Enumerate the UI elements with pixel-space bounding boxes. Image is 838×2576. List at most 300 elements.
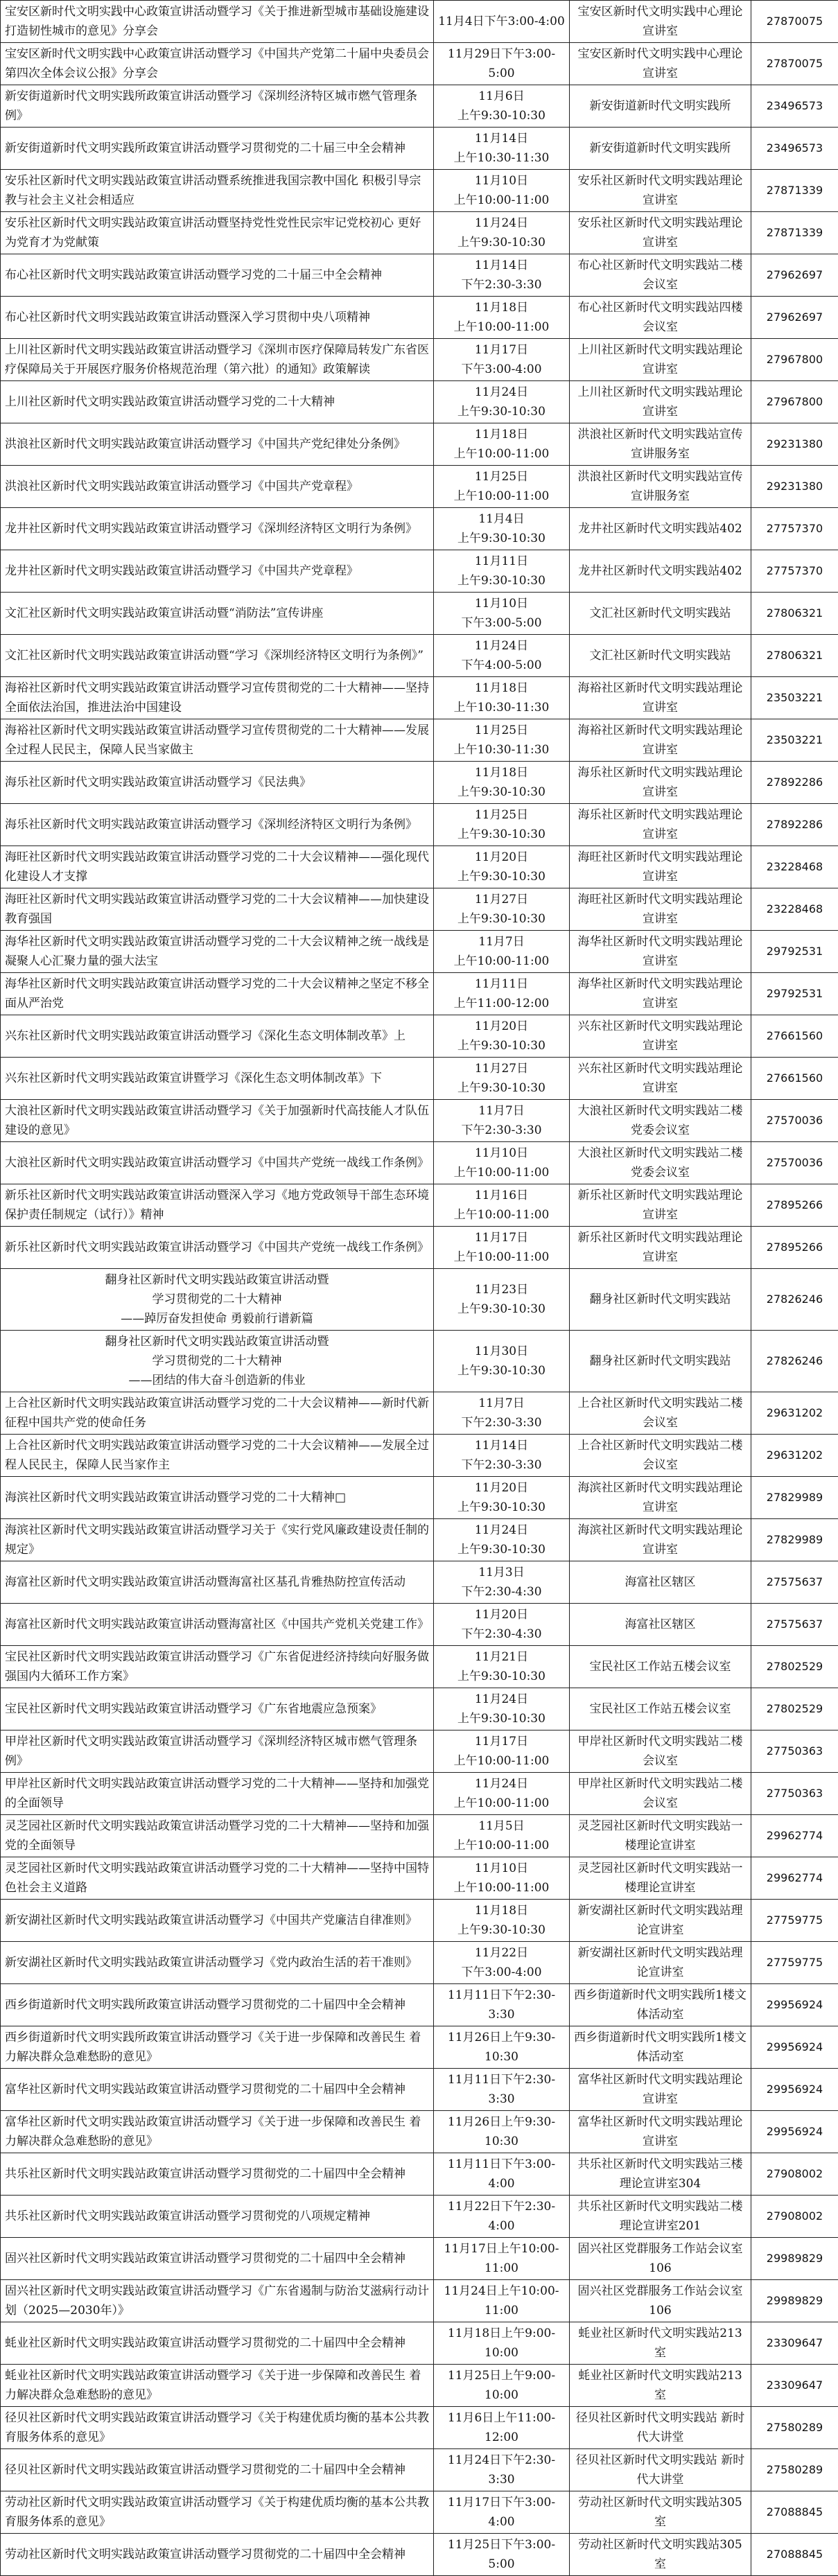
location-cell: 宝民社区工作站五楼会议室 bbox=[570, 1646, 751, 1688]
location-cell: 安乐社区新时代文明实践站理论宣讲室 bbox=[570, 170, 751, 212]
location-cell: 共乐社区新时代文明实践站二楼理论宣讲室201 bbox=[570, 2196, 751, 2238]
table-row bbox=[1, 1561, 838, 1604]
phone-cell: 23228468 bbox=[751, 888, 838, 931]
location-cell: 海裕社区新时代文明实践站理论宣讲室 bbox=[570, 719, 751, 762]
activity-cell: 西乡街道新时代文明实践所政策宣讲活动暨学习贯彻党的二十届四中全会精神 bbox=[1, 1984, 434, 2026]
time-cell: 11月17日 下午3:00-4:00 bbox=[434, 339, 570, 381]
activity-cell: 文汇社区新时代文明实践站政策宣讲活动暨“学习《深圳经济特区文明行为条例》” bbox=[1, 635, 434, 677]
phone-cell: 27575637 bbox=[751, 1561, 838, 1604]
time-cell: 11月24日 上午9:30-10:30 bbox=[434, 1688, 570, 1731]
phone-cell: 27870075 bbox=[751, 43, 838, 85]
activity-cell: 海华社区新时代文明实践站政策宣讲活动暨学习党的二十大会议精神之坚定不移全面从严治党 bbox=[1, 973, 434, 1015]
time-cell: 11月5日 上午10:00-11:00 bbox=[434, 1815, 570, 1857]
location-cell: 富华社区新时代文明实践站理论宣讲室 bbox=[570, 2111, 751, 2153]
time-cell: 11月27日 上午9:30-10:30 bbox=[434, 888, 570, 931]
phone-cell: 27580289 bbox=[751, 2449, 838, 2491]
location-cell: 海滨社区新时代文明实践站理论宣讲室 bbox=[570, 1477, 751, 1519]
location-cell: 海旺社区新时代文明实践站理论宣讲室 bbox=[570, 846, 751, 888]
location-cell: 蚝业社区新时代文明实践站213室 bbox=[570, 2365, 751, 2407]
activity-cell: 龙井社区新时代文明实践站政策宣讲活动暨学习《深圳经济特区文明行为条例》 bbox=[1, 508, 434, 550]
phone-cell: 23496573 bbox=[751, 85, 838, 128]
location-cell: 龙井社区新时代文明实践站402 bbox=[570, 508, 751, 550]
table-row bbox=[1, 1646, 838, 1688]
table-row bbox=[1, 719, 838, 762]
phone-cell: 27829989 bbox=[751, 1519, 838, 1561]
location-cell: 上川社区新时代文明实践站理论宣讲室 bbox=[570, 381, 751, 423]
phone-cell: 27575637 bbox=[751, 1604, 838, 1646]
phone-cell: 27661560 bbox=[751, 1058, 838, 1100]
table-row bbox=[1, 1015, 838, 1058]
time-cell: 11月21日 上午9:30-10:30 bbox=[434, 1646, 570, 1688]
activity-cell: 海富社区新时代文明实践站政策宣讲活动暨海富社区基孔肯雅热防控宣传活动 bbox=[1, 1561, 434, 1604]
activity-cell: 固兴社区新时代文明实践站政策宣讲活动暨学习《广东省遏制与防治艾滋病行动计划（2025—2030年）》 bbox=[1, 2280, 434, 2322]
table-row bbox=[1, 1100, 838, 1142]
phone-cell: 29231380 bbox=[751, 466, 838, 508]
phone-cell: 27570036 bbox=[751, 1142, 838, 1184]
activity-cell: 海旺社区新时代文明实践站政策宣讲活动暨学习党的二十大会议精神——加快建设教育强国 bbox=[1, 888, 434, 931]
time-cell: 11月14日 下午2:30-3:30 bbox=[434, 254, 570, 297]
table-row bbox=[1, 466, 838, 508]
time-cell: 11月23日 上午9:30-10:30 bbox=[434, 1269, 570, 1331]
time-cell: 11月18日 上午10:00-11:00 bbox=[434, 297, 570, 339]
table-row bbox=[1, 297, 838, 339]
activity-cell: 翻身社区新时代文明实践站政策宣讲活动暨 学习贯彻党的二十大精神 ——团结的伟大奋斗创造新的伟业 bbox=[1, 1331, 434, 1392]
time-cell: 11月29日下午3:00-5:00 bbox=[434, 43, 570, 85]
table-row bbox=[1, 1, 838, 43]
table-row bbox=[1, 1142, 838, 1184]
time-cell: 11月25日 上午9:30-10:30 bbox=[434, 804, 570, 846]
location-cell: 大浪社区新时代文明实践站二楼党委会议室 bbox=[570, 1100, 751, 1142]
time-cell: 11月18日 上午10:30-11:30 bbox=[434, 677, 570, 719]
time-cell: 11月7日 上午10:00-11:00 bbox=[434, 931, 570, 973]
time-cell: 11月20日 下午2:30-4:30 bbox=[434, 1604, 570, 1646]
time-cell: 11月24日下午2:30-3:30 bbox=[434, 2449, 570, 2491]
table-body bbox=[1, 1, 838, 2576]
table-row bbox=[1, 550, 838, 593]
location-cell: 海华社区新时代文明实践站理论宣讲室 bbox=[570, 973, 751, 1015]
location-cell: 新安街道新时代文明实践所 bbox=[570, 85, 751, 128]
time-cell: 11月11日下午2:30-3:30 bbox=[434, 2069, 570, 2111]
table-row bbox=[1, 1058, 838, 1100]
activity-cell: 宝民社区新时代文明实践站政策宣讲活动暨学习《广东省地震应急预案》 bbox=[1, 1688, 434, 1731]
table-row bbox=[1, 2196, 838, 2238]
location-cell: 新乐社区新时代文明实践站理论宣讲室 bbox=[570, 1184, 751, 1227]
activity-cell: 海裕社区新时代文明实践站政策宣讲活动暨学习宣传贯彻党的二十大精神——坚持全面依法治国，推进法治中国建设 bbox=[1, 677, 434, 719]
table-row bbox=[1, 1857, 838, 1900]
phone-cell: 23309647 bbox=[751, 2365, 838, 2407]
activity-cell: 上川社区新时代文明实践站政策宣讲活动暨学习党的二十大精神 bbox=[1, 381, 434, 423]
time-cell: 11月18日 上午9:30-10:30 bbox=[434, 1900, 570, 1942]
table-row bbox=[1, 2449, 838, 2491]
activity-cell: 灵芝园社区新时代文明实践站政策宣讲活动暨学习党的二十大精神——坚持中国特色社会主义道路 bbox=[1, 1857, 434, 1900]
time-cell: 11月4日下午3:00-4:00 bbox=[434, 1, 570, 43]
table-row bbox=[1, 2534, 838, 2576]
activity-cell: 上合社区新时代文明实践站政策宣讲活动暨学习党的二十大会议精神——新时代新征程中国共产党的使命任务 bbox=[1, 1392, 434, 1435]
location-cell: 富华社区新时代文明实践站理论宣讲室 bbox=[570, 2069, 751, 2111]
phone-cell: 27895266 bbox=[751, 1227, 838, 1269]
phone-cell: 27829989 bbox=[751, 1477, 838, 1519]
location-cell: 翻身社区新时代文明实践站 bbox=[570, 1331, 751, 1392]
phone-cell: 23503221 bbox=[751, 719, 838, 762]
location-cell: 龙井社区新时代文明实践站402 bbox=[570, 550, 751, 593]
time-cell: 11月22日 下午3:00-4:00 bbox=[434, 1942, 570, 1984]
time-cell: 11月17日下午3:00-4:00 bbox=[434, 2491, 570, 2534]
location-cell: 蚝业社区新时代文明实践站213室 bbox=[570, 2322, 751, 2365]
time-cell: 11月25日 上午10:00-11:00 bbox=[434, 466, 570, 508]
time-cell: 11月20日 上午9:30-10:30 bbox=[434, 1477, 570, 1519]
activity-cell: 海旺社区新时代文明实践站政策宣讲活动暨学习党的二十大会议精神——强化现代化建设人才支撑 bbox=[1, 846, 434, 888]
table-row bbox=[1, 2153, 838, 2196]
location-cell: 固兴社区党群服务工作站会议室106 bbox=[570, 2280, 751, 2322]
time-cell: 11月17日 上午10:00-11:00 bbox=[434, 1227, 570, 1269]
location-cell: 共乐社区新时代文明实践站三楼理论宣讲室304 bbox=[570, 2153, 751, 2196]
table-row bbox=[1, 381, 838, 423]
phone-cell: 27750363 bbox=[751, 1731, 838, 1773]
activity-cell: 海乐社区新时代文明实践站政策宣讲活动暨学习《民法典》 bbox=[1, 762, 434, 804]
location-cell: 海富社区辖区 bbox=[570, 1604, 751, 1646]
phone-cell: 27757370 bbox=[751, 550, 838, 593]
phone-cell: 27802529 bbox=[751, 1646, 838, 1688]
time-cell: 11月11日 上午11:00-12:00 bbox=[434, 973, 570, 1015]
location-cell: 布心社区新时代文明实践站二楼会议室 bbox=[570, 254, 751, 297]
phone-cell: 27892286 bbox=[751, 762, 838, 804]
location-cell: 洪浪社区新时代文明实践站宣传宣讲服务室 bbox=[570, 423, 751, 466]
time-cell: 11月4日 上午9:30-10:30 bbox=[434, 508, 570, 550]
location-cell: 洪浪社区新时代文明实践站宣传宣讲服务室 bbox=[570, 466, 751, 508]
time-cell: 11月30日 上午9:30-10:30 bbox=[434, 1331, 570, 1392]
time-cell: 11月17日上午10:00-11:00 bbox=[434, 2238, 570, 2280]
time-cell: 11月10日 上午10:00-11:00 bbox=[434, 170, 570, 212]
activity-cell: 新安湖社区新时代文明实践站政策宣讲活动暨学习《中国共产党廉洁自律准则》 bbox=[1, 1900, 434, 1942]
phone-cell: 27661560 bbox=[751, 1015, 838, 1058]
activity-cell: 海华社区新时代文明实践站政策宣讲活动暨学习党的二十大会议精神之统一战线是凝聚人心汇聚力量的强大法宝 bbox=[1, 931, 434, 973]
time-cell: 11月10日 上午10:00-11:00 bbox=[434, 1142, 570, 1184]
activity-cell: 海富社区新时代文明实践站政策宣讲活动暨海富社区《中国共产党机关党建工作》 bbox=[1, 1604, 434, 1646]
phone-cell: 27826246 bbox=[751, 1269, 838, 1331]
phone-cell: 27962697 bbox=[751, 254, 838, 297]
time-cell: 11月22日下午2:30-4:00 bbox=[434, 2196, 570, 2238]
phone-cell: 23496573 bbox=[751, 128, 838, 170]
location-cell: 宝安区新时代文明实践中心理论宣讲室 bbox=[570, 1, 751, 43]
activity-cell: 上川社区新时代文明实践站政策宣讲活动暨学习《深圳市医疗保障局转发广东省医疗保障局关于开展医疗服务价格规范治理（第六批）的通知》政策解读 bbox=[1, 339, 434, 381]
activity-cell: 富华社区新时代文明实践站政策宣讲活动暨学习《关于进一步保障和改善民生 着力解决群众急难愁盼的意见》 bbox=[1, 2111, 434, 2153]
time-cell: 11月18日 上午10:00-11:00 bbox=[434, 423, 570, 466]
time-cell: 11月26日上午9:30-10:30 bbox=[434, 2111, 570, 2153]
table-row bbox=[1, 846, 838, 888]
location-cell: 西乡街道新时代文明实践所1楼文体活动室 bbox=[570, 1984, 751, 2026]
phone-cell: 23309647 bbox=[751, 2322, 838, 2365]
phone-cell: 27892286 bbox=[751, 804, 838, 846]
activity-cell: 安乐社区新时代文明实践站政策宣讲活动暨坚持党性党性民宗牢记党校初心 更好为党育才为党献策 bbox=[1, 212, 434, 254]
location-cell: 宝安区新时代文明实践中心理论宣讲室 bbox=[570, 43, 751, 85]
time-cell: 11月17日 上午10:00-11:00 bbox=[434, 1731, 570, 1773]
phone-cell: 27871339 bbox=[751, 170, 838, 212]
phone-cell: 27757370 bbox=[751, 508, 838, 550]
location-cell: 劳动社区新时代文明实践站305室 bbox=[570, 2534, 751, 2576]
activity-cell: 径贝社区新时代文明实践站政策宣讲活动暨学习《关于构建优质均衡的基本公共教育服务体系的意见》 bbox=[1, 2407, 434, 2449]
activity-cell: 洪浪社区新时代文明实践站政策宣讲活动暨学习《中国共产党章程》 bbox=[1, 466, 434, 508]
activity-cell: 灵芝园社区新时代文明实践站政策宣讲活动暨学习党的二十大精神——坚持和加强党的全面领导 bbox=[1, 1815, 434, 1857]
activity-cell: 新乐社区新时代文明实践站政策宣讲活动暨学习《中国共产党统一战线工作条例》 bbox=[1, 1227, 434, 1269]
location-cell: 宝民社区工作站五楼会议室 bbox=[570, 1688, 751, 1731]
table-row bbox=[1, 1392, 838, 1435]
table-row bbox=[1, 128, 838, 170]
phone-cell: 23503221 bbox=[751, 677, 838, 719]
location-cell: 海滨社区新时代文明实践站理论宣讲室 bbox=[570, 1519, 751, 1561]
activity-cell: 新乐社区新时代文明实践站政策宣讲活动暨深入学习《地方党政领导干部生态环境保护责任制规定（试行）》精神 bbox=[1, 1184, 434, 1227]
table-row bbox=[1, 85, 838, 128]
activity-cell: 布心社区新时代文明实践站政策宣讲活动暨深入学习贯彻中央八项精神 bbox=[1, 297, 434, 339]
time-cell: 11月7日 下午2:30-3:30 bbox=[434, 1100, 570, 1142]
location-cell: 固兴社区党群服务工作站会议室106 bbox=[570, 2238, 751, 2280]
phone-cell: 27088845 bbox=[751, 2534, 838, 2576]
table-row bbox=[1, 593, 838, 635]
activity-cell: 海滨社区新时代文明实践站政策宣讲活动暨学习党的二十大精神□ bbox=[1, 1477, 434, 1519]
phone-cell: 29989829 bbox=[751, 2280, 838, 2322]
time-cell: 11月25日下午3:00-5:00 bbox=[434, 2534, 570, 2576]
table-row bbox=[1, 2111, 838, 2153]
phone-cell: 27826246 bbox=[751, 1331, 838, 1392]
table-row bbox=[1, 1184, 838, 1227]
activity-cell: 大浪社区新时代文明实践站政策宣讲活动暨学习《中国共产党统一战线工作条例》 bbox=[1, 1142, 434, 1184]
activity-cell: 洪浪社区新时代文明实践站政策宣讲活动暨学习《中国共产党纪律处分条例》 bbox=[1, 423, 434, 466]
location-cell: 海裕社区新时代文明实践站理论宣讲室 bbox=[570, 677, 751, 719]
table-row bbox=[1, 508, 838, 550]
location-cell: 甲岸社区新时代文明实践站二楼会议室 bbox=[570, 1731, 751, 1773]
activity-cell: 劳动社区新时代文明实践站政策宣讲活动暨学习贯彻党的二十届四中全会精神 bbox=[1, 2534, 434, 2576]
time-cell: 11月24日 下午4:00-5:00 bbox=[434, 635, 570, 677]
table-row bbox=[1, 677, 838, 719]
table-row bbox=[1, 635, 838, 677]
location-cell: 上川社区新时代文明实践站理论宣讲室 bbox=[570, 339, 751, 381]
location-cell: 劳动社区新时代文明实践站305室 bbox=[570, 2491, 751, 2534]
activity-cell: 兴东社区新时代文明实践站政策宣讲活动暨学习《深化生态文明体制改革》上 bbox=[1, 1015, 434, 1058]
table-row bbox=[1, 339, 838, 381]
location-cell: 兴东社区新时代文明实践站理论宣讲室 bbox=[570, 1058, 751, 1100]
time-cell: 11月14日 上午10:30-11:30 bbox=[434, 128, 570, 170]
table-row bbox=[1, 2069, 838, 2111]
table-row bbox=[1, 2365, 838, 2407]
phone-cell: 29962774 bbox=[751, 1815, 838, 1857]
table-row bbox=[1, 1731, 838, 1773]
location-cell: 甲岸社区新时代文明实践站二楼会议室 bbox=[570, 1773, 751, 1815]
activity-cell: 龙井社区新时代文明实践站政策宣讲活动暨学习《中国共产党章程》 bbox=[1, 550, 434, 593]
time-cell: 11月25日 上午10:30-11:30 bbox=[434, 719, 570, 762]
table-row bbox=[1, 1435, 838, 1477]
activity-cell: 翻身社区新时代文明实践站政策宣讲活动暨 学习贯彻党的二十大精神 ——踔厉奋发担使命 勇毅前行谱新篇 bbox=[1, 1269, 434, 1331]
location-cell: 海华社区新时代文明实践站理论宣讲室 bbox=[570, 931, 751, 973]
activity-cell: 大浪社区新时代文明实践站政策宣讲活动暨学习《关于加强新时代高技能人才队伍建设的意见》 bbox=[1, 1100, 434, 1142]
table-row bbox=[1, 2280, 838, 2322]
location-cell: 灵芝园社区新时代文明实践站一楼理论宣讲室 bbox=[570, 1857, 751, 1900]
time-cell: 11月11日 上午9:30-10:30 bbox=[434, 550, 570, 593]
time-cell: 11月24日 上午9:30-10:30 bbox=[434, 381, 570, 423]
phone-cell: 27806321 bbox=[751, 635, 838, 677]
time-cell: 11月10日 上午10:00-11:00 bbox=[434, 1857, 570, 1900]
table-row bbox=[1, 2491, 838, 2534]
location-cell: 灵芝园社区新时代文明实践站一楼理论宣讲室 bbox=[570, 1815, 751, 1857]
time-cell: 11月27日 上午9:30-10:30 bbox=[434, 1058, 570, 1100]
activity-cell: 上合社区新时代文明实践站政策宣讲活动暨学习党的二十大会议精神——发展全过程人民民主，保障人民当家作主 bbox=[1, 1435, 434, 1477]
phone-cell: 29631202 bbox=[751, 1392, 838, 1435]
location-cell: 翻身社区新时代文明实践站 bbox=[570, 1269, 751, 1331]
time-cell: 11月11日下午2:30-3:30 bbox=[434, 1984, 570, 2026]
phone-cell: 27750363 bbox=[751, 1773, 838, 1815]
activity-cell: 甲岸社区新时代文明实践站政策宣讲活动暨学习党的二十大精神——坚持和加强党的全面领导 bbox=[1, 1773, 434, 1815]
location-cell: 文汇社区新时代文明实践站 bbox=[570, 593, 751, 635]
phone-cell: 27759775 bbox=[751, 1942, 838, 1984]
location-cell: 文汇社区新时代文明实践站 bbox=[570, 635, 751, 677]
activity-cell: 海滨社区新时代文明实践站政策宣讲活动暨学习关于《实行党风廉政建设责任制的规定》 bbox=[1, 1519, 434, 1561]
phone-cell: 27806321 bbox=[751, 593, 838, 635]
phone-cell: 27895266 bbox=[751, 1184, 838, 1227]
phone-cell: 29792531 bbox=[751, 931, 838, 973]
time-cell: 11月3日 下午2:30-4:30 bbox=[434, 1561, 570, 1604]
phone-cell: 29956924 bbox=[751, 2111, 838, 2153]
table-row bbox=[1, 762, 838, 804]
phone-cell: 27870075 bbox=[751, 1, 838, 43]
phone-cell: 27580289 bbox=[751, 2407, 838, 2449]
phone-cell: 27967800 bbox=[751, 339, 838, 381]
activity-cell: 甲岸社区新时代文明实践站政策宣讲活动暨学习《深圳经济特区城市燃气管理条例》 bbox=[1, 1731, 434, 1773]
activity-cell: 兴东社区新时代文明实践站政策宣讲暨学习《深化生态文明体制改革》下 bbox=[1, 1058, 434, 1100]
table-row bbox=[1, 2026, 838, 2069]
table-row bbox=[1, 1269, 838, 1331]
time-cell: 11月7日 下午2:30-3:30 bbox=[434, 1392, 570, 1435]
time-cell: 11月24日 上午9:30-10:30 bbox=[434, 1519, 570, 1561]
time-cell: 11月18日上午9:00-10:00 bbox=[434, 2322, 570, 2365]
table-row bbox=[1, 1942, 838, 1984]
activity-cell: 海裕社区新时代文明实践站政策宣讲活动暨学习宣传贯彻党的二十大精神——发展全过程人民民主，保障人民当家做主 bbox=[1, 719, 434, 762]
time-cell: 11月18日 上午9:30-10:30 bbox=[434, 762, 570, 804]
location-cell: 新安湖社区新时代文明实践站理论宣讲室 bbox=[570, 1942, 751, 1984]
time-cell: 11月10日 下午3:00-5:00 bbox=[434, 593, 570, 635]
location-cell: 西乡街道新时代文明实践所1楼文体活动室 bbox=[570, 2026, 751, 2069]
activity-cell: 富华社区新时代文明实践站政策宣讲活动暨学习贯彻党的二十届四中全会精神 bbox=[1, 2069, 434, 2111]
activity-cell: 蚝业社区新时代文明实践站政策宣讲活动暨学习《关于进一步保障和改善民生 着力解决群众急难愁盼的意见》 bbox=[1, 2365, 434, 2407]
table-row bbox=[1, 2407, 838, 2449]
table-row bbox=[1, 1773, 838, 1815]
table-row bbox=[1, 254, 838, 297]
table-row bbox=[1, 212, 838, 254]
table-row bbox=[1, 973, 838, 1015]
table-row bbox=[1, 804, 838, 846]
table-row bbox=[1, 1688, 838, 1731]
location-cell: 兴东社区新时代文明实践站理论宣讲室 bbox=[570, 1015, 751, 1058]
phone-cell: 23228468 bbox=[751, 846, 838, 888]
phone-cell: 27570036 bbox=[751, 1100, 838, 1142]
location-cell: 新乐社区新时代文明实践站理论宣讲室 bbox=[570, 1227, 751, 1269]
table-row bbox=[1, 1519, 838, 1561]
activity-cell: 新安湖社区新时代文明实践站政策宣讲活动暨学习《党内政治生活的若干准则》 bbox=[1, 1942, 434, 1984]
location-cell: 径贝社区新时代文明实践站 新时代大讲堂 bbox=[570, 2449, 751, 2491]
location-cell: 海富社区辖区 bbox=[570, 1561, 751, 1604]
activity-cell: 宝安区新时代文明实践中心政策宣讲活动暨学习《中国共产党第二十届中央委员会第四次全体会议公报》分享会 bbox=[1, 43, 434, 85]
phone-cell: 29631202 bbox=[751, 1435, 838, 1477]
table-row bbox=[1, 1604, 838, 1646]
table-row bbox=[1, 1815, 838, 1857]
time-cell: 11月26日上午9:30-10:30 bbox=[434, 2026, 570, 2069]
time-cell: 11月11日下午3:00-4:00 bbox=[434, 2153, 570, 2196]
phone-cell: 27908002 bbox=[751, 2196, 838, 2238]
phone-cell: 29956924 bbox=[751, 2069, 838, 2111]
time-cell: 11月25日上午9:00-10:00 bbox=[434, 2365, 570, 2407]
time-cell: 11月24日 上午9:30-10:30 bbox=[434, 212, 570, 254]
activity-cell: 宝民社区新时代文明实践站政策宣讲活动暨学习《广东省促进经济持续向好服务做强国内大循环工作方案》 bbox=[1, 1646, 434, 1688]
phone-cell: 29962774 bbox=[751, 1857, 838, 1900]
activity-cell: 西乡街道新时代文明实践所政策宣讲活动暨学习《关于进一步保障和改善民生 着力解决群众急难愁盼的意见》 bbox=[1, 2026, 434, 2069]
activity-cell: 蚝业社区新时代文明实践站政策宣讲活动暨学习贯彻党的二十届四中全会精神 bbox=[1, 2322, 434, 2365]
activity-cell: 径贝社区新时代文明实践站政策宣讲活动暨学习贯彻党的二十届四中全会精神 bbox=[1, 2449, 434, 2491]
phone-cell: 27871339 bbox=[751, 212, 838, 254]
phone-cell: 29956924 bbox=[751, 2026, 838, 2069]
time-cell: 11月6日上午11:00-12:00 bbox=[434, 2407, 570, 2449]
activity-cell: 海乐社区新时代文明实践站政策宣讲活动暨学习《深圳经济特区文明行为条例》 bbox=[1, 804, 434, 846]
activity-cell: 共乐社区新时代文明实践站政策宣讲活动暨学习贯彻党的八项规定精神 bbox=[1, 2196, 434, 2238]
activity-cell: 布心社区新时代文明实践站政策宣讲活动暨学习党的二十届三中全会精神 bbox=[1, 254, 434, 297]
activity-cell: 共乐社区新时代文明实践站政策宣讲活动暨学习贯彻党的二十届四中全会精神 bbox=[1, 2153, 434, 2196]
table-row bbox=[1, 170, 838, 212]
phone-cell: 27967800 bbox=[751, 381, 838, 423]
phone-cell: 27802529 bbox=[751, 1688, 838, 1731]
table-row bbox=[1, 1900, 838, 1942]
location-cell: 径贝社区新时代文明实践站 新时代大讲堂 bbox=[570, 2407, 751, 2449]
phone-cell: 29989829 bbox=[751, 2238, 838, 2280]
phone-cell: 29792531 bbox=[751, 973, 838, 1015]
phone-cell: 27908002 bbox=[751, 2153, 838, 2196]
activity-cell: 新安街道新时代文明实践所政策宣讲活动暨学习贯彻党的二十届三中全会精神 bbox=[1, 128, 434, 170]
table-row bbox=[1, 1331, 838, 1392]
location-cell: 新安街道新时代文明实践所 bbox=[570, 128, 751, 170]
activity-cell: 劳动社区新时代文明实践站政策宣讲活动暨学习《关于构建优质均衡的基本公共教育服务体系的意见》 bbox=[1, 2491, 434, 2534]
activity-cell: 安乐社区新时代文明实践站政策宣讲活动暨系统推进我国宗教中国化 积极引导宗教与社会主义社会相适应 bbox=[1, 170, 434, 212]
table-row bbox=[1, 1984, 838, 2026]
location-cell: 上合社区新时代文明实践站二楼会议室 bbox=[570, 1392, 751, 1435]
table-row bbox=[1, 2322, 838, 2365]
table-row bbox=[1, 931, 838, 973]
table-row bbox=[1, 1227, 838, 1269]
location-cell: 安乐社区新时代文明实践站理论宣讲室 bbox=[570, 212, 751, 254]
phone-cell: 27088845 bbox=[751, 2491, 838, 2534]
activity-cell: 文汇社区新时代文明实践站政策宣讲活动暨“消防法”宣传讲座 bbox=[1, 593, 434, 635]
activity-cell: 宝安区新时代文明实践中心政策宣讲活动暨学习《关于推进新型城市基础设施建设打造韧性城市的意见》分享会 bbox=[1, 1, 434, 43]
table-row bbox=[1, 888, 838, 931]
location-cell: 布心社区新时代文明实践站四楼会议室 bbox=[570, 297, 751, 339]
time-cell: 11月20日 上午9:30-10:30 bbox=[434, 1015, 570, 1058]
table-row bbox=[1, 1477, 838, 1519]
table-row bbox=[1, 43, 838, 85]
time-cell: 11月16日 上午10:00-11:00 bbox=[434, 1184, 570, 1227]
table-row bbox=[1, 423, 838, 466]
time-cell: 11月24日 上午10:00-11:00 bbox=[434, 1773, 570, 1815]
phone-cell: 29956924 bbox=[751, 1984, 838, 2026]
activity-cell: 新安街道新时代文明实践所政策宣讲活动暨学习《深圳经济特区城市燃气管理条例》 bbox=[1, 85, 434, 128]
activity-cell: 固兴社区新时代文明实践站政策宣讲活动暨学习贯彻党的二十届四中全会精神 bbox=[1, 2238, 434, 2280]
location-cell: 海乐社区新时代文明实践站理论宣讲室 bbox=[570, 804, 751, 846]
location-cell: 大浪社区新时代文明实践站二楼党委会议室 bbox=[570, 1142, 751, 1184]
location-cell: 新安湖社区新时代文明实践站理论宣讲室 bbox=[570, 1900, 751, 1942]
table-row bbox=[1, 2238, 838, 2280]
phone-cell: 27962697 bbox=[751, 297, 838, 339]
phone-cell: 27759775 bbox=[751, 1900, 838, 1942]
location-cell: 海乐社区新时代文明实践站理论宣讲室 bbox=[570, 762, 751, 804]
time-cell: 11月20日 上午9:30-10:30 bbox=[434, 846, 570, 888]
time-cell: 11月6日 上午9:30-10:30 bbox=[434, 85, 570, 128]
time-cell: 11月14日 下午2:30-3:30 bbox=[434, 1435, 570, 1477]
location-cell: 上合社区新时代文明实践站二楼会议室 bbox=[570, 1435, 751, 1477]
location-cell: 海旺社区新时代文明实践站理论宣讲室 bbox=[570, 888, 751, 931]
phone-cell: 29231380 bbox=[751, 423, 838, 466]
